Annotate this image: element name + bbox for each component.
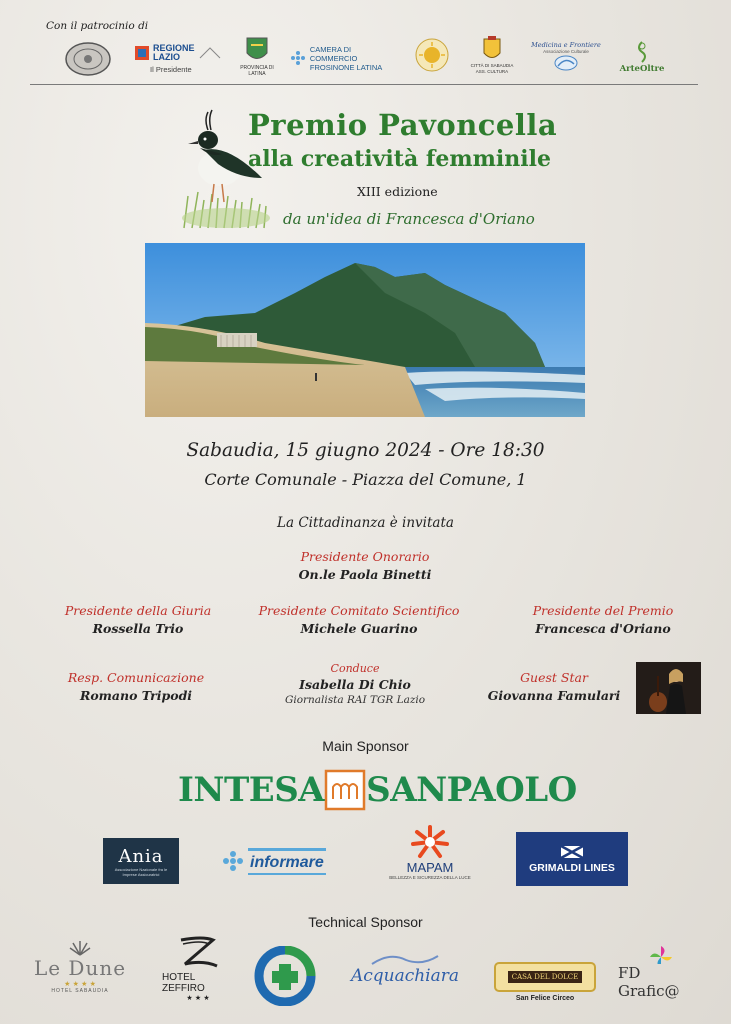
provincia-latina-icon xyxy=(244,35,270,65)
regione-line2: LAZIO xyxy=(153,52,180,62)
le-dune-logo: Le Dune ★ ★ ★ ★ HOTEL SABAUDIA xyxy=(30,938,130,1002)
regione-lazio-icon xyxy=(134,45,150,61)
camera-line1: CAMERA DI COMMERCIO xyxy=(309,44,358,63)
ania-name: Ania xyxy=(118,845,164,867)
zeffiro-z-icon xyxy=(173,934,223,972)
provincia-latina-logo xyxy=(234,34,280,78)
medicina-frontiere-icon xyxy=(553,54,579,72)
casa-del-dolce-name: CASA DEL DOLCE xyxy=(508,971,583,983)
informare-logo xyxy=(222,846,350,876)
title-line2: alla creatività femminile xyxy=(248,146,551,172)
role-scientific: Presidente Comitato Scientifico xyxy=(258,603,460,618)
main-sponsor-label: Main Sponsor xyxy=(322,738,409,754)
title-line1: Premio Pavoncella xyxy=(248,108,558,142)
informare-name: informare xyxy=(250,853,324,871)
name-prize: Francesca d'Oriano xyxy=(535,621,671,636)
role-guest: Guest Star xyxy=(520,670,588,685)
sun-seal-icon xyxy=(413,36,451,74)
mapam-logo xyxy=(387,824,473,892)
mapam-sub: BELLEZZA E SICUREZZA DELLA LUCE xyxy=(389,875,471,880)
fd-grafica-petals-icon xyxy=(648,944,674,964)
mapam-name: MAPAM xyxy=(406,860,454,875)
ania-sub: Associazione Nazionale fra le Imprese Assicuratrici xyxy=(114,866,168,877)
intesa-sanpaolo-logo xyxy=(178,767,577,813)
casa-del-dolce-logo xyxy=(494,962,596,1008)
invitation-line: La Cittadinanza è invitata xyxy=(277,515,454,531)
seal-icon xyxy=(62,40,114,78)
grimaldi-lines-logo xyxy=(516,832,628,886)
zeffiro-name: HOTEL ZEFFIRO xyxy=(162,972,205,994)
grimaldi-flag-icon xyxy=(559,844,585,860)
name-honorary: On.le Paola Binetti xyxy=(298,567,432,582)
acquachiara-logo xyxy=(338,952,472,996)
name-host: Isabella Di Chio xyxy=(299,677,411,692)
arteoltre-icon xyxy=(633,40,651,64)
informare-icon xyxy=(222,850,244,872)
role-honorary: Presidente Onorario xyxy=(300,549,430,564)
le-dune-name: Le Dune xyxy=(33,956,127,980)
name-scientific: Michele Guarino xyxy=(300,621,418,636)
sabaudia-crest-logo xyxy=(470,31,514,79)
ania-logo xyxy=(103,838,179,884)
regione-caption: Il Presidente xyxy=(150,65,192,74)
intesa-emblem-icon xyxy=(324,769,366,811)
guest-star-photo xyxy=(636,662,701,714)
communication-block xyxy=(16,670,256,703)
acquachiara-wave-icon xyxy=(370,952,440,966)
prize-president-block xyxy=(483,603,723,636)
name-jury: Rossella Trio xyxy=(92,621,184,636)
patronage-label: Con il patrocinio di xyxy=(46,20,149,32)
medicina-line2: Associazione Culturale xyxy=(543,48,589,54)
header-divider xyxy=(30,84,698,85)
regione-line1: REGIONE xyxy=(153,43,195,53)
sabaudia-caption1: CITTÀ DI SABAUDIA xyxy=(470,63,514,68)
le-dune-sub: HOTEL SABAUDIA xyxy=(51,988,109,994)
sabaudia-caption2: ASS. CULTURA xyxy=(475,69,509,74)
fd-grafica-logo xyxy=(618,944,704,1000)
camera-line2: FROSINONE LATINA xyxy=(309,62,383,72)
idea-credit: da un'idea di Francesca d'Oriano xyxy=(283,210,535,228)
arteoltre-logo xyxy=(610,36,674,78)
edition-label: XIII edizione xyxy=(357,184,438,199)
role-host: Conduce xyxy=(330,662,380,675)
fd-grafica-name: FD Grafic@ xyxy=(618,964,680,1000)
medical-cross-icon xyxy=(254,946,316,1006)
mapam-burst-icon xyxy=(410,824,450,860)
hotel-zeffiro-logo: HOTEL ZEFFIRO ★ ★ ★ xyxy=(162,934,234,1004)
honorary-president-block xyxy=(245,549,485,582)
camera-commercio-logo xyxy=(290,40,400,76)
medicina-line1: Medicina e Frontiere xyxy=(531,40,601,49)
role-communication: Resp. Comunicazione xyxy=(67,670,205,685)
jury-president-block xyxy=(18,603,258,636)
sanpaolo-word: SANPAOLO xyxy=(366,770,577,810)
technical-sponsor-label: Technical Sponsor xyxy=(308,914,423,930)
intesa-word: INTESA xyxy=(178,770,325,810)
name-communication: Romano Tripodi xyxy=(79,688,193,703)
medicina-frontiere-logo xyxy=(530,36,602,76)
camera-commercio-icon xyxy=(290,50,306,66)
landscape-photo xyxy=(145,243,585,417)
sabaudia-crest-icon xyxy=(482,35,502,63)
event-place-line: Corte Comunale - Piazza del Comune, 1 xyxy=(204,470,527,489)
arteoltre-caption: ArteOltre xyxy=(619,64,665,74)
acquachiara-name: Acquachiara xyxy=(350,966,460,986)
le-dune-plant-icon xyxy=(69,938,91,956)
casa-del-dolce-sub: San Felice Circeo xyxy=(515,995,575,1002)
scientific-president-block xyxy=(239,603,479,636)
provincia-caption: PROVINCIA DI LATINA xyxy=(240,65,274,77)
name-guest: Giovanna Famulari xyxy=(487,688,621,703)
host-affiliation: Giornalista RAI TGR Lazio xyxy=(284,694,426,706)
role-prize: Presidente del Premio xyxy=(532,603,674,618)
role-jury: Presidente della Giuria xyxy=(64,603,212,618)
regione-lazio-logo xyxy=(134,40,218,78)
event-date-line: Sabaudia, 15 giugno 2024 - Ore 18:30 xyxy=(186,440,545,461)
grimaldi-name: GRIMALDI LINES xyxy=(529,862,615,874)
